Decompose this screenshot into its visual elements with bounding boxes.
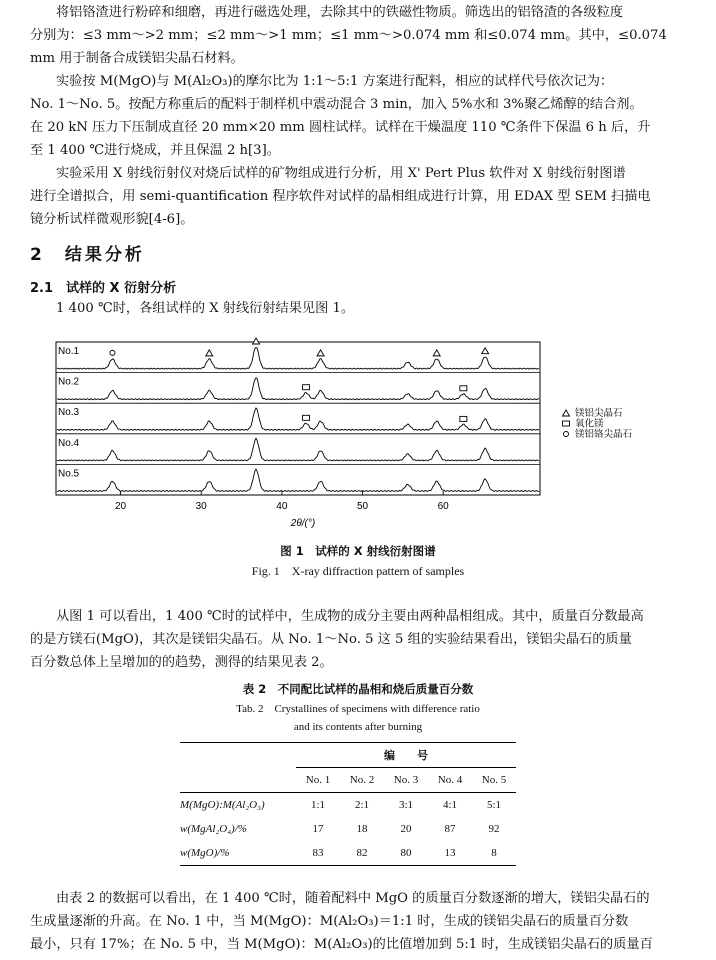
spinel-marker xyxy=(317,350,324,356)
chart-frame xyxy=(56,342,540,495)
table-cell: 5:1 xyxy=(486,799,502,811)
table-cell: 20 xyxy=(400,823,412,835)
paragraph-5-line-1: 从图 1 可以看出，1 400 ℃时的试样中，生成物的成分主要由两种晶相组成。其中，质量百分数最高 xyxy=(56,609,644,624)
spinel-marker xyxy=(253,338,260,344)
table-cell: 13 xyxy=(444,847,456,859)
paragraph-6-line-2: 生成量逐渐的升高。在 No. 1 中，当 M(MgO)：M(Al₂O₃)＝1:1 时，生成的镁铝尖晶石的质量百分数 xyxy=(30,914,629,929)
paragraph-3-line-2: 进行全谱拟合，用 semi-quantification 程序软件对试样的晶相组成进行计算，用 EDAX 型 SEM 扫描电 xyxy=(30,189,651,204)
figure-caption-cn: 图 1 试样的 X 射线衍射图谱 xyxy=(280,544,436,558)
xrd-chart xyxy=(0,330,716,540)
table-cell: 83 xyxy=(312,847,324,859)
paragraph-2-line-4: 至 1 400 ℃进行烧成，并且保温 2 h[3]。 xyxy=(30,143,280,158)
paragraph-4: 1 400 ℃时，各组试样的 X 射线衍射结果见图 1。 xyxy=(56,301,355,316)
paragraph-5-line-2: 的是方镁石(MgO)，其次是镁铝尖晶石。从 No. 1～No. 5 这 5 组的实验结果看出，镁铝尖晶石的质量 xyxy=(30,632,632,647)
table-cell: 4:1 xyxy=(442,799,458,811)
table-row xyxy=(180,841,516,866)
spinel-marker xyxy=(433,350,440,356)
table-cell: 82 xyxy=(356,847,368,859)
sample-label: No.2 xyxy=(58,376,80,388)
spinel-marker xyxy=(482,348,489,354)
table-cell: 80 xyxy=(400,847,412,859)
table-cell: 3:1 xyxy=(398,799,414,811)
xrd-trace-no4 xyxy=(57,438,539,461)
legend-spinel-icon xyxy=(563,410,570,416)
section-heading: 2 结果分析 xyxy=(30,245,145,265)
table-cell: 92 xyxy=(488,823,500,835)
x-tick-label: 30 xyxy=(195,501,207,512)
paragraph-1-line-2: 分别为：≤3 mm～>2 mm；≤2 mm～>1 mm；≤1 mm～>0.074 mm 和≤0.074 mm。其中，≤0.074 xyxy=(30,28,667,43)
sample-label: No.1 xyxy=(58,346,80,357)
legend-label: 镁铝尖晶石 xyxy=(575,408,623,419)
cr-spinel-marker xyxy=(110,350,115,355)
column-header: No. 2 xyxy=(349,774,375,786)
table-cell: 17 xyxy=(312,823,324,835)
table-cell: 2:1 xyxy=(354,799,370,811)
xrd-trace-no5 xyxy=(57,469,539,491)
row-label: w(MgAl₂O₄)/% xyxy=(180,823,247,835)
legend-mgo-icon xyxy=(563,421,570,426)
paragraph-2-line-2: No. 1～No. 5。按配方称重后的配料于制样机中震动混合 3 min，加入 5%水和 3%聚乙烯醇的结合剂。 xyxy=(30,97,643,112)
x-tick-label: 50 xyxy=(356,501,369,512)
table-row xyxy=(180,817,516,841)
paragraph-3-line-1: 实验采用 X 射线衍射仪对烧后试样的矿物组成进行分析，用 X' Pert Plus 软件对 X 射线衍射图谱 xyxy=(56,166,626,181)
column-header: No. 1 xyxy=(305,774,331,786)
table-caption-en-2: and its contents after burning xyxy=(293,721,423,733)
sample-label: No.3 xyxy=(58,407,80,419)
xrd-trace-no1 xyxy=(57,348,539,370)
x-tick-label: 60 xyxy=(437,501,449,512)
paragraph-6-line-1: 由表 2 的数据可以看出，在 1 400 ℃时，随着配料中 MgO 的质量百分数逐渐的增大，镁铝尖晶石的 xyxy=(56,891,650,906)
paragraph-1-line-3: mm 用于制备合成镁铝尖晶石材料。 xyxy=(30,51,244,66)
legend-label: 氧化镁 xyxy=(575,418,604,430)
row-label: M(MgO):M(Al₂O₃) xyxy=(180,799,265,811)
sample-label: No.4 xyxy=(58,437,80,449)
mgo-marker xyxy=(303,415,310,420)
legend-cr-spinel-icon xyxy=(564,432,569,437)
table-cell: 8 xyxy=(491,847,497,859)
column-header: No. 4 xyxy=(437,774,463,786)
mgo-marker xyxy=(460,386,467,391)
figure-caption-en: Fig. 1 X-ray diffraction pattern of samples xyxy=(251,564,465,578)
table-row xyxy=(180,793,516,818)
table-caption-cn: 表 2 不同配比试样的晶相和烧后质量百分数 xyxy=(242,682,474,696)
mgo-marker xyxy=(303,385,310,390)
table-cell: 18 xyxy=(356,823,368,835)
paragraph-2-line-1: 实验按 M(MgO)与 M(Al₂O₃)的摩尔比为 1:1～5:1 方案进行配料，相应的试样代号依次记为： xyxy=(56,74,614,89)
column-header: No. 5 xyxy=(481,774,507,786)
table-2 xyxy=(180,742,516,866)
row-label: w(MgO)/% xyxy=(180,847,230,859)
paragraph-1-line-1: 将铝铬渣进行粉碎和细磨，再进行磁选处理，去除其中的铁磁性物质。筛选出的铝铬渣的各级粒度 xyxy=(56,5,624,20)
mgo-marker xyxy=(460,416,467,421)
column-header: No. 3 xyxy=(393,774,419,786)
x-axis-label: 2θ/(°) xyxy=(290,518,316,529)
legend-label: 镁铝铬尖晶石 xyxy=(575,429,633,440)
spinel-marker xyxy=(206,350,213,356)
paragraph-3-line-3: 镜分析试样微观形貌[4-6]。 xyxy=(30,212,194,227)
table-cell: 1:1 xyxy=(310,799,326,811)
subsection-heading: 2.1 试样的 X 衍射分析 xyxy=(30,281,177,296)
sample-label: No.5 xyxy=(58,468,80,480)
paragraph-5-line-3: 百分数总体上呈增加的的趋势，测得的结果见表 2。 xyxy=(30,655,333,670)
table-group-header: 编 号 xyxy=(296,743,516,768)
paragraph-6-line-3: 最小，只有 17%；在 No. 5 中，当 M(MgO)：M(Al₂O₃)的比值增加到 5:1 时，生成镁铝尖晶石的质量百 xyxy=(30,937,653,952)
paragraph-2-line-3: 在 20 kN 压力下压制成直径 20 mm×20 mm 圆柱试样。试样在干燥温度 110 ℃条件下保温 6 h 后，升 xyxy=(30,120,651,135)
x-tick-label: 20 xyxy=(114,501,127,512)
table-cell: 87 xyxy=(444,823,456,835)
table-caption-en-1: Tab. 2 Crystallines of specimens with difference ratio xyxy=(236,703,480,715)
x-tick-label: 40 xyxy=(276,501,288,512)
